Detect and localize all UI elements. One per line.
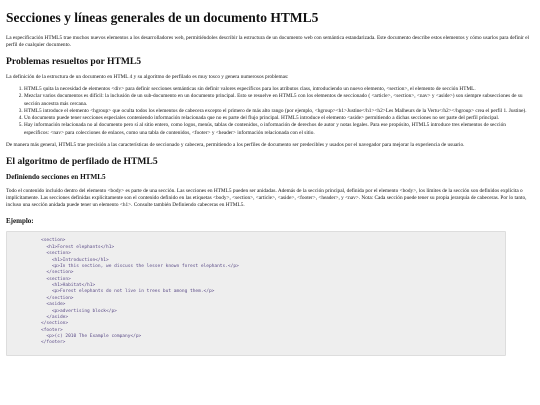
code-line: <h1>Forest elephants</h1> — [41, 244, 115, 250]
problems-heading: Problemas resueltos por HTML5 — [6, 56, 142, 68]
list-item: 5. Hay información relacionada no al documento pero sí al sitio entero, como logos, menús, tablas de contenidos, o información de derechos de autor y notas legales. Para ese propósito, HTML5 introduce tres elementos de sección específicos: <nav> para colecciones de enlaces, como una tabla de contenidos, <footer> y <header> información relacionada con el sitio. — [24, 122, 530, 137]
intro-paragraph: La especificación HTML5 trae muchos nuevos elementos a los desarrolladores web, permitiéndoles describir la estructura de un documento web con semántica estandarizada. Este documento describe estos elementos y cómo usarlos para definir el perfil de cualquier documento. — [6, 34, 530, 48]
sections-subheading: Definiendo secciones en HTML5 — [6, 172, 106, 181]
code-example — [6, 231, 506, 355]
algorithm-heading: El algoritmo de perfilado de HTML5 — [6, 156, 158, 168]
example-label: Ejemplo: — [6, 216, 34, 225]
code-line: <footer> — [41, 327, 63, 333]
code-line: </section> — [41, 321, 69, 327]
code-line: <aside> — [41, 302, 66, 308]
code-line: <p>In this section, we discuss the lesser known forest elephants.</p> — [41, 263, 239, 269]
problems-list — [6, 86, 530, 137]
code-line: </section> — [41, 295, 74, 301]
code-line: <section> — [41, 238, 66, 244]
code-line: <h1>Habitat</h1> — [41, 283, 96, 288]
list-item: 1. HTML5 quita la necesidad de elementos <div> para definir secciones semánticas sin definir valores específicos para los atributos class, introduciendo un nuevo elemento, <section>, el elemento de sección HTML. — [24, 86, 530, 93]
sections-paragraph: Todo el contenido incluido dentro del elemento <body> es parte de una sección. Las secciones en HTML5 pueden ser anidadas. Además de la sección principal, definida por el elemento <body>, los límites de la sección son definidos explícita o implícitamente. Las secciones definidas explícitamente son el contenido definido en las etiquetas <body>, <section>, <article>, <aside>, <footer>, <header>, y <nav>. Nota: Cada sección puede tener su propia jerarquía de cabeceras. Por lo tanto, incluso una sección anidada puede tener un elemento <h1>. Consulte también Definiendo cabeceras en HTML5. — [6, 187, 527, 209]
problems-intro: La definición de la estructura de un documento en HTML 4 y su algoritmo de perfilado es muy tosco y genera numerosos problemas: — [6, 73, 289, 80]
code-line: </aside> — [41, 314, 69, 320]
problems-summary: De manera más general, HTML5 trae precisión a las características de seccionado y cabecera, permitiendo a los perfiles de documento ser predecibles y usados por el navegador para mejorar la experiencia de usuario. — [6, 142, 465, 149]
list-item: 4. Un documento puede tener secciones especiales conteniendo información relacionada que no es parte del flujo principal. HTML5 introduce el elemento <aside> permitiendo a dichas secciones no ser parte del perfil principal. — [24, 115, 530, 122]
list-item: 2. Mezclar varios documentos es difícil: la inclusión de un sub-documento en un documento principal. Esto se resuelve en HTML5 con los elementos de seccionado ( <article>, <section>, <nav> y <aside>) son siempre subsecciones de su sección ancestra más cercana. — [24, 93, 530, 108]
code-line: <p>advertising block</p> — [41, 308, 117, 314]
code-line: <h1>Introduction</h1> — [41, 257, 109, 263]
code-line: <p>Forest elephants do not live in trees but among them.</p> — [41, 289, 215, 295]
page-title: Secciones y líneas generales de un documento HTML5 — [6, 10, 319, 25]
code-line: </footer> — [41, 340, 66, 346]
list-item: 3. HTML5 introduce el elemento <hgroup> que oculta todos los elementos de cabecera excepto el primero de más alto rango (por ejemplo, <hgroup><h1>Justine</h1><h2>Les Malheurs de la Vertu</h2></hgroup> crea el perfil 1. Justine). — [24, 108, 530, 115]
code-line: <section> — [41, 276, 71, 282]
code-line: </section> — [41, 270, 74, 276]
code-line: <section> — [41, 251, 71, 257]
code-line: <p>(c) 2010 The Example company</p> — [41, 334, 142, 339]
